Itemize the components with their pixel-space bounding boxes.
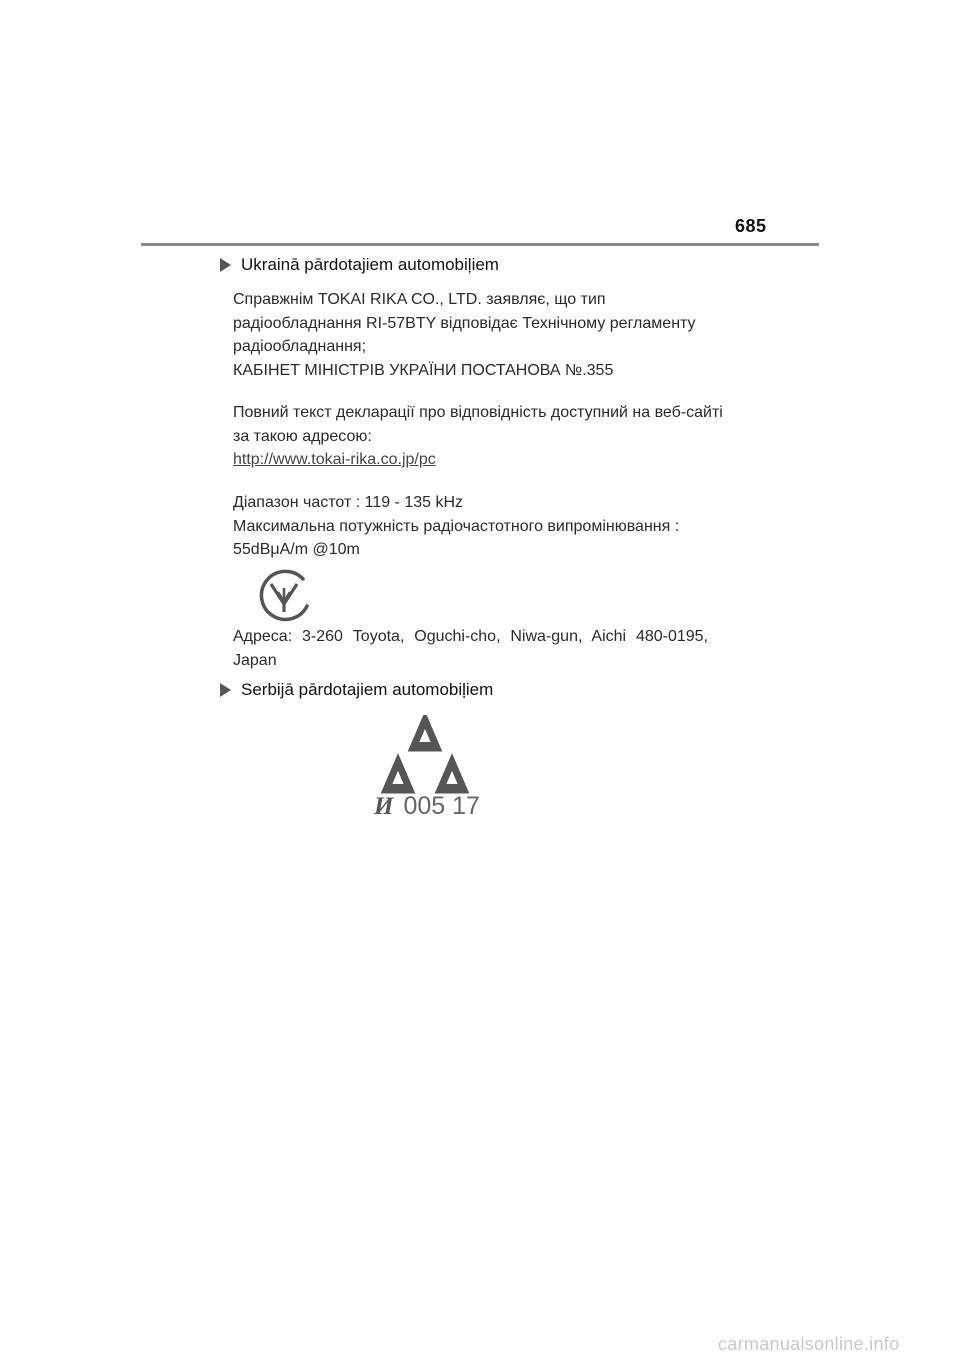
declaration-line: радіообладнання RI-57BTY відповідає Технічному регламенту: [233, 314, 696, 332]
serbia-heading: [220, 680, 493, 700]
fulltext-line: за такою адресою:: [233, 427, 372, 445]
serbia-heading-text: Serbijā pārdotajiem automobiļiem: [241, 680, 494, 699]
declaration-line: КАБІНЕТ МІНІСТРІВ УКРАЇНИ ПОСТАНОВА №.355: [233, 361, 614, 379]
declaration-url-link[interactable]: http://www.tokai-rika.co.jp/pc: [233, 451, 436, 468]
ukraine-specs: [233, 491, 723, 562]
fulltext-line: Повний текст декларації про відповідність доступний на веб-сайті: [233, 404, 723, 421]
spec-line: Максимальна потужність радіочастотного випромінювання :: [233, 517, 680, 535]
declaration-line: Справжнім TOKAI RIKA CO., LTD. заявляє, що тип: [233, 291, 606, 308]
serbia-conformity-triangles-icon: [378, 715, 474, 800]
header-rule: [141, 243, 819, 246]
site-watermark: carmanualsonline.info: [718, 1334, 900, 1354]
address-line: Japan: [233, 651, 277, 669]
declaration-line: радіообладнання;: [233, 338, 367, 355]
ukraine-fulltext: [233, 401, 753, 472]
ukraine-declaration: [233, 288, 723, 382]
ukraine-heading-text: Ukrainā pārdotajiem automobiļiem: [241, 255, 499, 274]
triangle-bullet-icon: [220, 683, 231, 697]
triangle-bullet-icon: [220, 258, 231, 272]
ukraine-heading: [220, 255, 499, 275]
serbia-mark-code: [374, 792, 480, 821]
ukraine-conformity-mark-icon: [255, 566, 313, 629]
spec-line: Діапазон частот : 119 - 135 kHz: [233, 494, 464, 511]
page-number: 685: [735, 216, 767, 236]
spec-line: 55dBμA/m @10m: [233, 541, 360, 558]
ukraine-address: [233, 625, 723, 672]
serbia-mark-number: 005 17: [403, 792, 480, 820]
serbia-mark-letter: И: [374, 793, 394, 820]
address-line: Адреса: 3-260 Toyota, Oguchi-cho, Niwa-gun, Aichi 480-0195,: [233, 628, 708, 645]
